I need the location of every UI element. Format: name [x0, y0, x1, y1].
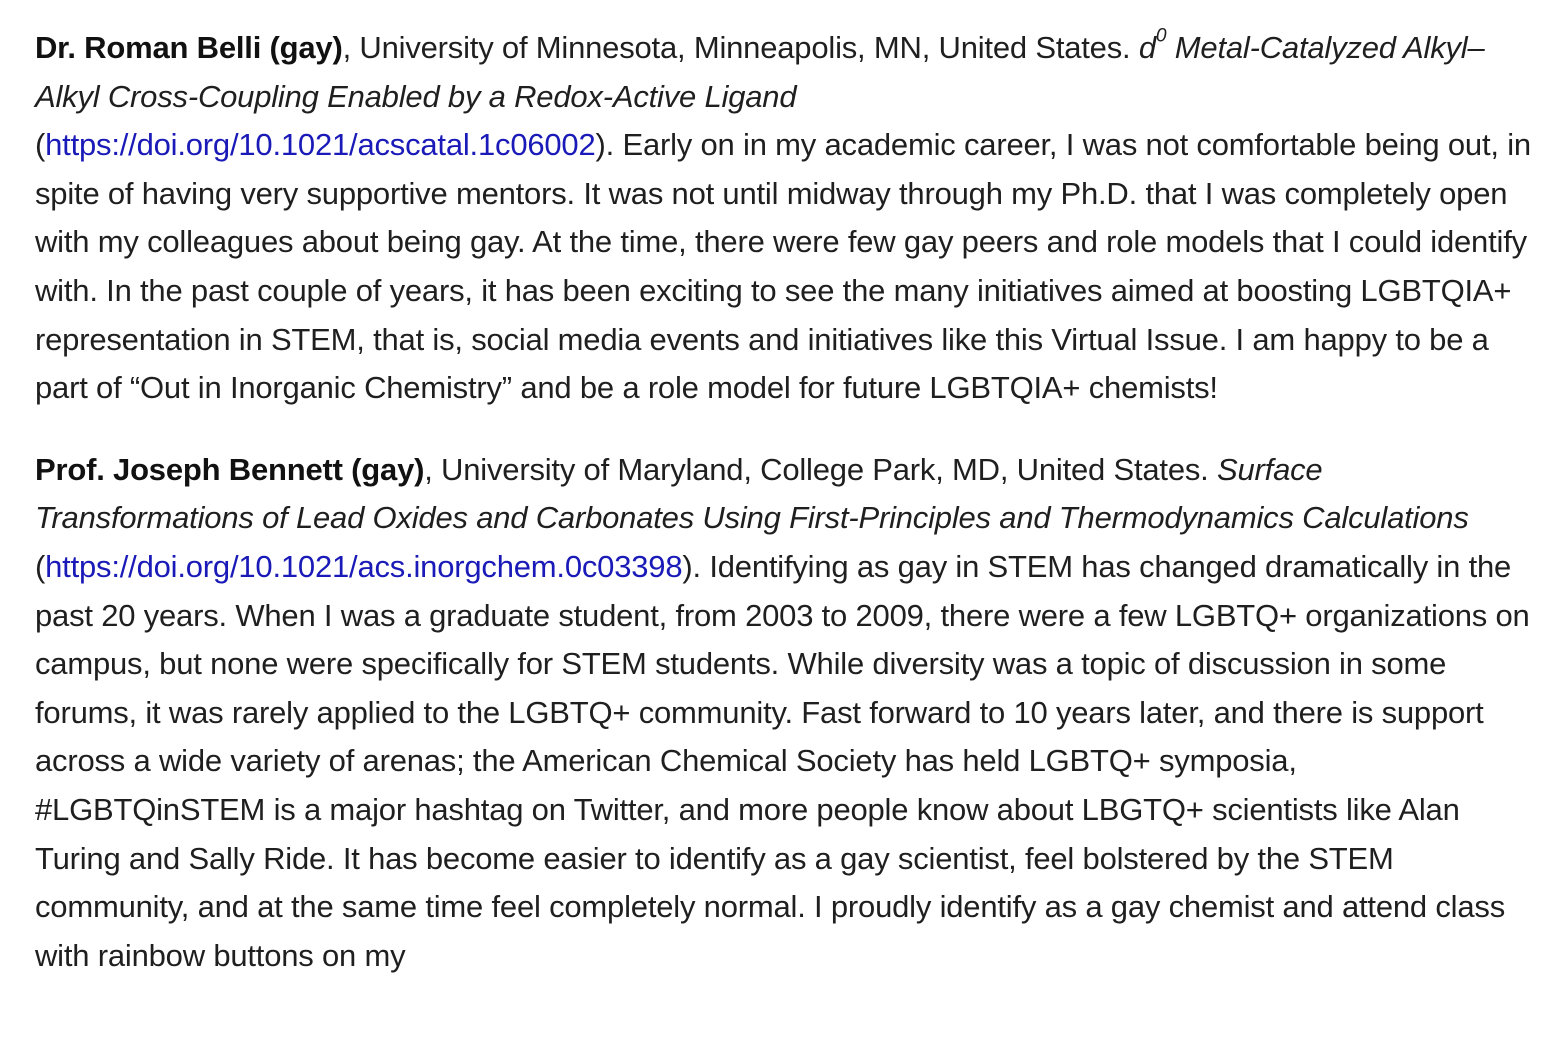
author-name: Dr. Roman Belli (gay) — [35, 30, 343, 65]
title-rest: Metal-Catalyzed Alkyl–Alkyl Cross-Coupling Enabled by a Redox-Active Ligand — [35, 30, 1485, 114]
open-paren: ( — [35, 127, 46, 163]
author-affiliation: , University of Minnesota, Minneapolis, MN, United States. — [342, 30, 1139, 65]
title-prefix: d — [1138, 30, 1156, 65]
entry-joseph-bennett — [35, 446, 1535, 981]
paper-title: Surface Transformations of Lead Oxides and Carbonates Using First-Principles and Thermodynamics Calculations — [35, 451, 1469, 536]
open-paren: ( — [35, 548, 46, 584]
author-affiliation: , University of Maryland, College Park, MD, United States. — [424, 451, 1218, 487]
doi-link[interactable]: https://doi.org/10.1021/acscatal.1c06002 — [45, 127, 596, 163]
document-body — [35, 24, 1535, 1013]
title-superscript: 0 — [1155, 25, 1167, 47]
entry-roman-belli — [35, 24, 1535, 413]
author-statement: ). Early on in my academic career, I was not comfortable being out, in spite of having very supportive mentors. It was not until midway through my Ph.D. that I was completely open with my colleagues about being gay. At the time, there were few gay peers and role models that I could identify with. In the past couple of years, it has been exciting to see the many initiatives aimed at boosting LGBTQIA+ representation in STEM, that is, social media events and initiatives like this Virtual Issue. I am happy to be a part of “Out in Inorganic Chemistry” and be a role model for future LGBTQIA+ chemists! — [35, 127, 1531, 406]
doi-link[interactable]: https://doi.org/10.1021/acs.inorgchem.0c03398 — [45, 548, 683, 584]
author-statement: ). Identifying as gay in STEM has changed dramatically in the past 20 years. When I was a graduate student, from 2003 to 2009, there were a few LGBTQ+ organizations on campus, but none were specifically for STEM students. While diversity was a topic of discussion in some forums, it was rarely applied to the LGBTQ+ community. Fast forward to 10 years later, and there is support across a wide variety of arenas; the American Chemical Society has held LGBTQ+ symposia, #LGBTQinSTEM is a major hashtag on Twitter, and more people know about LBGTQ+ scientists like Alan Turing and Sally Ride. It has become easier to identify as a gay scientist, feel bolstered by the STEM community, and at the same time feel completely normal. I proudly identify as a gay chemist and attend class with rainbow buttons on my — [35, 548, 1530, 973]
author-name: Prof. Joseph Bennett (gay) — [35, 451, 425, 487]
